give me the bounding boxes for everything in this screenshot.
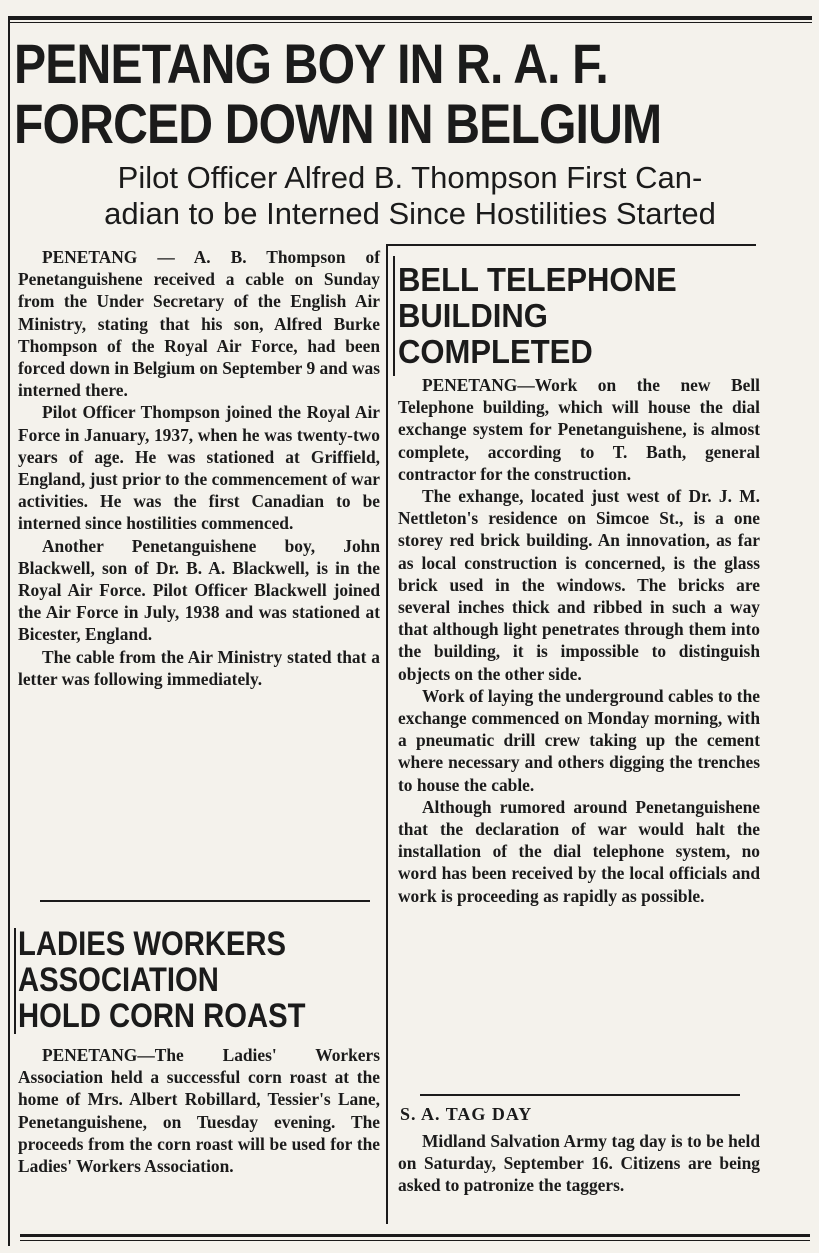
story-paragraph: Work of laying the underground cables to the exchange commenced on Monday morning, with a pneumatic drill crew taking up the cement where necessary and others digging the trenches to house the cable. (398, 685, 760, 795)
headline-line: PENETANG BOY IN R. A. F. (14, 32, 608, 95)
headline-line: BUILDING (398, 297, 548, 334)
tag-separator (420, 1094, 740, 1096)
story-paragraph: Midland Salvation Army tag day is to be held on Saturday, September 16. Citizens are being asked to patronize the taggers. (398, 1131, 760, 1196)
ladies-separator (40, 900, 370, 902)
bell-headline-rule (393, 256, 395, 376)
bottom-rule-thin (20, 1240, 810, 1241)
story-paragraph: Although rumored around Penetanguishene that the declaration of war would halt the installation of the dial telephone system, no word has been received by the local officials and work is proceeding as rapidly as possible. (398, 796, 760, 906)
tag-day-headline: S. A. TAG DAY (400, 1104, 533, 1124)
bell-headline (398, 262, 677, 370)
headline-line: LADIES WORKERS (18, 925, 287, 963)
ladies-headline (18, 926, 306, 1034)
tag-day-body (398, 1130, 760, 1197)
story-paragraph: Pilot Officer Thompson joined the Royal Air Force in January, 1937, when he was twenty-two years of age. He was stationed at Griffield, England, just prior to the commencement of war activities. He was the first Canadian to be interned since hostilities commenced. (18, 402, 380, 534)
headline-line: ASSOCIATION (18, 961, 219, 999)
deck-line: adian to be Interned Since Hostilities Started (104, 196, 716, 231)
story-paragraph: Another Penetanguishene boy, John Blackwell, son of Dr. B. A. Blackwell, is in the Royal Air Force. Pilot Officer Blackwell joined the Air Force in July, 1938 and was stationed at Bicester, England. (18, 535, 380, 645)
main-story-body (18, 246, 380, 690)
deck-underline (386, 244, 756, 246)
top-rule (8, 16, 812, 20)
main-headline (14, 34, 693, 154)
story-paragraph: PENETANG — A. B. Thompson of Penetanguishene received a cable on Sunday from the Under Secretary of the English Air Ministry, stating that his son, Alfred Burke Thompson of the Royal Air Force, had been forced down in Belgium on September 9 and was interned there. (18, 247, 380, 401)
story-paragraph: PENETANG—Work on the new Bell Telephone building, which will house the dial exchange system for Penetanguishene, is almost complete, according to T. Bath, general contractor for the construction. (398, 375, 760, 484)
column-divider (386, 244, 388, 1224)
left-edge-rule (8, 16, 10, 1246)
headline-line: COMPLETED (398, 333, 593, 370)
bottom-rule (20, 1234, 810, 1237)
top-rule-thin (8, 22, 812, 23)
ladies-story-body (18, 1044, 380, 1177)
story-paragraph: PENETANG—The Ladies' Workers Association held a successful corn roast at the home of Mrs. Albert Robillard, Tessier's Lane, Penetanguishene, on Tuesday evening. The proceeds from the corn roast will be used for the Ladies' Workers Association. (18, 1045, 380, 1177)
deck-subheadline (50, 160, 770, 232)
bell-story-body (398, 374, 760, 907)
ladies-headline-rule (14, 928, 16, 1034)
headline-line: FORCED DOWN IN BELGIUM (14, 92, 662, 155)
story-paragraph: The cable from the Air Ministry stated that a letter was following immediately. (18, 646, 380, 689)
headline-line: BELL TELEPHONE (398, 261, 677, 298)
deck-line: Pilot Officer Alfred B. Thompson First Can- (117, 160, 703, 195)
headline-line: HOLD CORN ROAST (18, 997, 306, 1035)
story-paragraph: The exhange, located just west of Dr. J. M. Nettleton's residence on Simcoe St., is a one storey red brick building. An innovation, as far as local construction is concerned, is the glass brick used in the windows. The bricks are several inches thick and ribbed in such a way that although light penetrates through them into the building, it is impossible to distinguish objects on the other side. (398, 486, 760, 684)
